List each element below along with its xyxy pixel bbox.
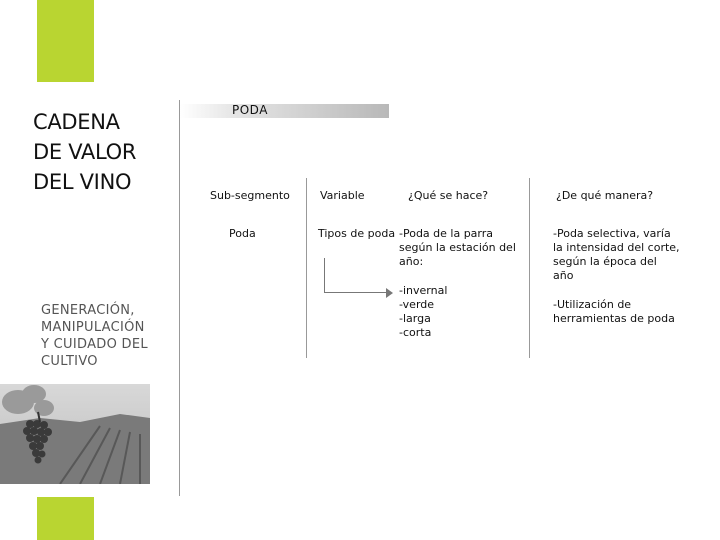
list-item: -verde xyxy=(399,298,435,311)
header-de-que-manera: ¿De qué manera? xyxy=(556,189,654,202)
cell-que-line-2: según la estación del xyxy=(399,241,516,254)
cell-subsegmento: Poda xyxy=(229,227,256,240)
subtitle-line-4: CULTIVO xyxy=(41,354,98,369)
cell-que-description xyxy=(399,227,516,269)
green-accent-bottom xyxy=(37,497,94,540)
header-subsegmento: Sub-segmento xyxy=(210,189,290,202)
cell-como-line-4: año xyxy=(553,269,574,282)
header-que-se-hace: ¿Qué se hace? xyxy=(408,189,489,202)
cell-que-list xyxy=(399,284,447,340)
cell-como-line-3: según la época del xyxy=(553,255,657,268)
vineyard-photo-graphic xyxy=(0,384,150,484)
arrow-right-icon xyxy=(386,288,393,298)
column-divider-manera xyxy=(529,178,530,358)
main-divider-line xyxy=(179,100,180,496)
subtitle-line-3: Y CUIDADO DEL xyxy=(41,337,148,352)
cell-como-block-2 xyxy=(553,298,675,326)
cell-como-line-5: -Utilización de xyxy=(553,298,632,311)
subtitle xyxy=(41,302,148,370)
list-item: -invernal xyxy=(399,284,448,297)
cell-que-line-1: -Poda de la parra xyxy=(399,227,494,240)
list-item: -larga xyxy=(399,312,431,325)
arrow-connector-vertical xyxy=(324,258,325,292)
title-line-1: CADENA xyxy=(33,110,120,134)
subtitle-line-2: MANIPULACIÓN xyxy=(41,320,145,335)
cell-como-line-6: herramientas de poda xyxy=(553,312,675,325)
cell-como-block-1 xyxy=(553,227,680,283)
green-accent-top xyxy=(37,0,94,82)
title-line-3: DEL VINO xyxy=(33,170,132,194)
poda-header-band xyxy=(180,104,389,118)
vineyard-photo xyxy=(0,384,150,484)
column-divider-variable xyxy=(306,178,307,358)
cell-como-line-2: la intensidad del corte, xyxy=(553,241,680,254)
arrow-connector-horizontal xyxy=(324,292,388,293)
title-line-2: DE VALOR xyxy=(33,140,137,164)
cell-como-line-1: -Poda selectiva, varía xyxy=(553,227,671,240)
main-title xyxy=(33,107,136,197)
list-item: -corta xyxy=(399,326,432,339)
subtitle-line-1: GENERACIÓN, xyxy=(41,303,135,318)
header-variable: Variable xyxy=(320,189,365,202)
cell-variable: Tipos de poda xyxy=(318,227,396,240)
poda-header-label: PODA xyxy=(232,103,268,117)
cell-que-line-3: año: xyxy=(399,255,424,268)
